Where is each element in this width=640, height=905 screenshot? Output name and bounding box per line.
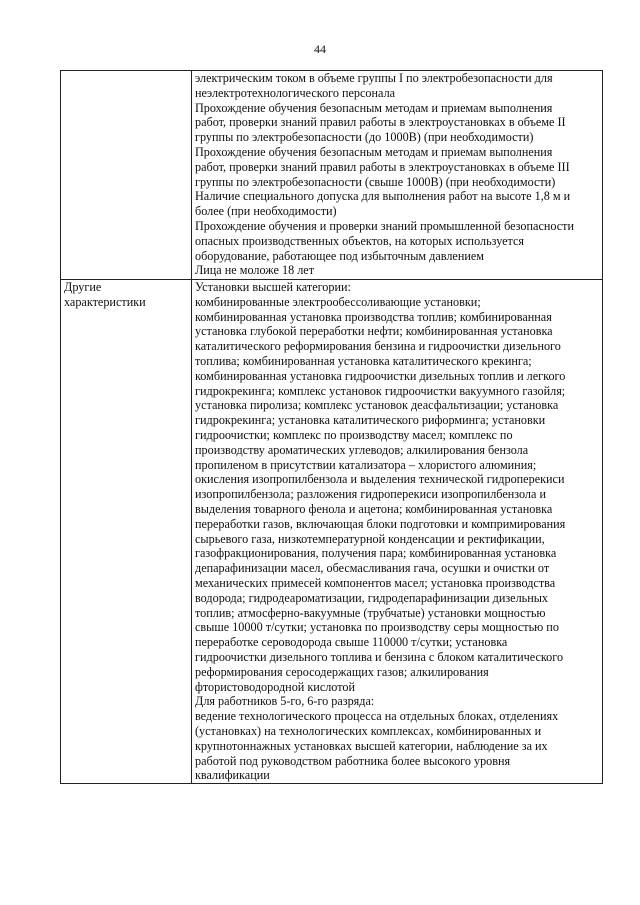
text-line: Наличие специального допуска для выполнения работ на высоте 1,8 м и <box>195 189 571 204</box>
text-line: группы по электробезопасности (свыше 1000В) (при необходимости) <box>195 174 556 189</box>
page-number: 44 <box>314 42 326 56</box>
text-line: работ, проверки знаний правил работы в электроустановках в объеме III <box>195 159 570 174</box>
text-line: опасных производственных объектов, на которых используется <box>195 233 525 248</box>
row-content-cell <box>192 280 603 784</box>
text-line: водорода; гидродеароматизации, гидродепарафинизации дизельных <box>195 590 549 605</box>
text-line: Для работников 5-го, 6-го разряда: <box>195 694 375 709</box>
text-line: Прохождение обучения безопасным методам и приемам выполнения <box>195 100 553 115</box>
text-line: комбинированная установка производства топлив; комбинированная <box>195 309 552 324</box>
text-line: окисления изопропилбензола и выделения технической гидроперекиси <box>195 472 565 487</box>
table-row <box>61 280 603 784</box>
text-line: оборудование, работающее под избыточным давлением <box>195 248 485 263</box>
text-line: гидрокрекинга; установка каталитического риформинга; установки <box>195 413 546 428</box>
text-line: неэлектротехнологического персонала <box>195 85 396 100</box>
text-line: квалификации <box>195 768 270 783</box>
text-line: реформирования серосодержащих газов; алкилирования <box>195 664 489 679</box>
text-line: крупнотоннажных установках высшей категории, наблюдение за их <box>195 738 548 753</box>
text-line: газофракционирования, получения пара; комбинированная установка <box>195 546 557 561</box>
text-line: сырьевого газа, низкотемпературной конденсации и ректификации, <box>195 531 545 546</box>
text-line: переработке сероводорода свыше 110000 т/сутки; установка <box>195 635 508 650</box>
text-line: свыше 10000 т/сутки; установка по производству серы мощностью по <box>195 620 559 635</box>
text-line: Лица не моложе 18 лет <box>195 263 315 278</box>
text-line: работ, проверки знаний правил работы в электроустановках в объеме II <box>195 115 566 130</box>
text-line: топлива; комбинированная установка каталитического крекинга; <box>195 353 532 368</box>
text-line: гидроочистки; комплекс по производству масел; комплекс по <box>195 427 513 442</box>
text-line: переработки газов, включающая блоки подготовки и компримирования <box>195 516 566 531</box>
text-line: работой под руководством работника более высокого уровня <box>195 753 511 768</box>
text-line: ведение технологического процесса на отдельных блоках, отделениях <box>195 709 559 724</box>
text-line: пропиленом в присутствии катализатора – хлористого алюминия; <box>195 457 537 472</box>
row-content-cell <box>192 71 603 280</box>
text-line: Установки высшей категории: <box>195 280 351 294</box>
text-line: комбинированная установка гидроочистки дизельных топлив и легкого <box>195 368 566 383</box>
text-line: производству ароматических углеводов; алкилирования бензола <box>195 442 529 457</box>
text-line: более (при необходимости) <box>195 204 337 219</box>
row-label-line: Другие <box>64 280 102 294</box>
text-line: установка глубокой переработки нефти; комбинированная установка <box>195 324 553 339</box>
text-line: Прохождение обучения безопасным методам и приемам выполнения <box>195 144 553 159</box>
text-line: фтористоводородной кислотой <box>195 679 356 694</box>
text-line: гидроочистки дизельного топлива и бензина с блоком каталитического <box>195 649 564 664</box>
text-line: электрическим током в объеме группы I по электробезопасности для <box>195 71 553 85</box>
requirements-table <box>60 70 603 784</box>
text-line: (установках) на технологических комплексах, комбинированных и <box>195 723 542 738</box>
text-line: выделения товарного фенола и ацетона; комбинированная установка <box>195 501 553 516</box>
row-label-cell <box>61 71 192 280</box>
text-line: комбинированные электрообессоливающие установки; <box>195 294 481 309</box>
text-line: установка пиролиза; комплекс установок деасфальтизации; установка <box>195 398 559 413</box>
text-line: Прохождение обучения и проверки знаний промышленной безопасности <box>195 218 575 233</box>
row-label-line: характеристики <box>64 294 146 309</box>
text-line: механических примесей компонентов масел; установка производства <box>195 575 556 590</box>
text-line: топлив; атмосферно-вакуумные (трубчатые) установки мощностью <box>195 605 546 620</box>
row-label-cell <box>61 280 192 784</box>
text-line: гидрокрекинга; комплекс установок гидроочистки вакуумного газойля; <box>195 383 566 398</box>
text-line: изопропилбензола; разложения гидроперекиси изопропилбензола и <box>195 487 546 502</box>
text-line: депарафинизации масел, обесмасливания гача, осушки и очистки от <box>195 561 550 576</box>
text-line: каталитического реформирования бензина и гидроочистки дизельного <box>195 339 561 354</box>
table-row <box>61 71 603 280</box>
text-line: группы по электробезопасности (до 1000В) (при необходимости) <box>195 130 534 145</box>
